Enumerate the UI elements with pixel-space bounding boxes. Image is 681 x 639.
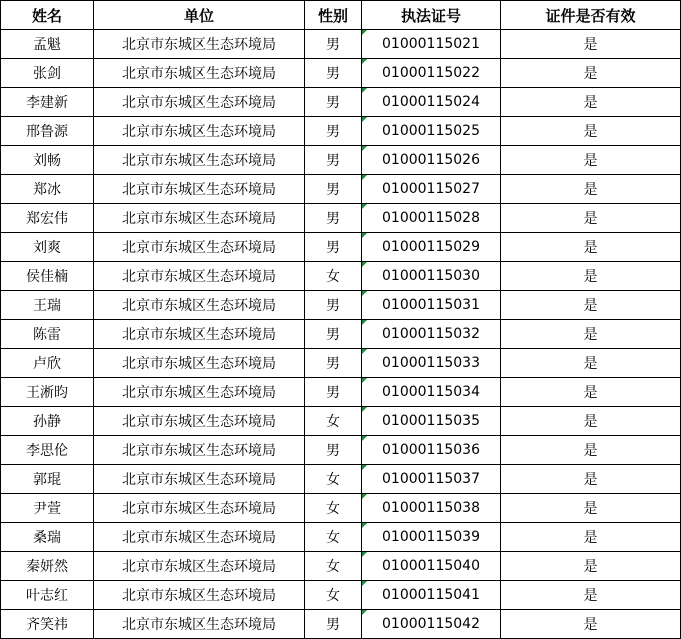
- cell-unit-text: 北京市东城区生态环境局: [122, 501, 276, 517]
- cell-valid-text: 是: [583, 414, 598, 430]
- cell-gender-text: 女: [326, 414, 340, 430]
- cell-name-text: 邢鲁源: [26, 124, 68, 140]
- cell-unit-text: 北京市东城区生态环境局: [122, 617, 276, 633]
- cell-name-text: 叶志红: [26, 588, 68, 604]
- cell-cert-no-text: 01000115037: [382, 471, 480, 487]
- cell-unit[interactable]: [94, 581, 305, 610]
- cell-gender[interactable]: [305, 117, 362, 146]
- cell-cert-no[interactable]: [362, 407, 501, 436]
- cell-gender-text: 女: [326, 501, 340, 517]
- table-row: [1, 523, 681, 552]
- table-row: [1, 175, 681, 204]
- table-row: [1, 552, 681, 581]
- table-row: [1, 436, 681, 465]
- cell-unit-text: 北京市东城区生态环境局: [122, 356, 276, 372]
- cell-name[interactable]: [1, 552, 94, 581]
- cell-unit[interactable]: [94, 610, 305, 639]
- cell-name-text: 李建新: [26, 95, 68, 111]
- cell-valid[interactable]: [501, 407, 681, 436]
- cell-name-text: 陈雷: [33, 327, 61, 343]
- cell-cert-no-text: 01000115026: [382, 152, 480, 168]
- table-row: [1, 88, 681, 117]
- cell-name[interactable]: [1, 610, 94, 639]
- cell-unit-text: 北京市东城区生态环境局: [122, 66, 276, 82]
- cell-unit-text: 北京市东城区生态环境局: [122, 559, 276, 575]
- cell-valid-text: 是: [583, 443, 598, 459]
- cell-name-text: 王瑞: [33, 298, 61, 314]
- cell-gender-text: 男: [326, 95, 340, 111]
- cell-unit[interactable]: [94, 494, 305, 523]
- cell-gender[interactable]: [305, 581, 362, 610]
- cell-valid[interactable]: [501, 320, 681, 349]
- cell-unit[interactable]: [94, 117, 305, 146]
- table-row: [1, 320, 681, 349]
- number-stored-as-text-indicator-icon: [362, 581, 367, 586]
- cell-valid[interactable]: [501, 523, 681, 552]
- cell-unit[interactable]: [94, 378, 305, 407]
- cell-cert-no-text: 01000115040: [382, 558, 480, 574]
- cell-cert-no[interactable]: [362, 175, 501, 204]
- cell-unit-text: 北京市东城区生态环境局: [122, 298, 276, 314]
- cell-valid[interactable]: [501, 204, 681, 233]
- cell-name[interactable]: [1, 175, 94, 204]
- cell-unit[interactable]: [94, 523, 305, 552]
- cell-gender-text: 男: [326, 443, 340, 459]
- cell-unit[interactable]: [94, 436, 305, 465]
- number-stored-as-text-indicator-icon: [362, 610, 367, 615]
- cell-unit-text: 北京市东城区生态环境局: [122, 95, 276, 111]
- cell-name[interactable]: [1, 30, 94, 59]
- cell-valid[interactable]: [501, 262, 681, 291]
- cell-name-text: 刘畅: [33, 153, 61, 169]
- number-stored-as-text-indicator-icon: [362, 465, 367, 470]
- cell-unit-text: 北京市东城区生态环境局: [122, 153, 276, 169]
- table-row: [1, 59, 681, 88]
- cell-name[interactable]: [1, 146, 94, 175]
- cell-valid-text: 是: [583, 530, 598, 546]
- cell-name-text: 王淅昀: [26, 385, 68, 401]
- cell-gender-text: 男: [326, 211, 340, 227]
- cell-cert-no-text: 01000115029: [382, 239, 480, 255]
- number-stored-as-text-indicator-icon: [362, 523, 367, 528]
- cell-cert-no[interactable]: [362, 204, 501, 233]
- cell-unit-text: 北京市东城区生态环境局: [122, 124, 276, 140]
- cell-unit[interactable]: [94, 175, 305, 204]
- number-stored-as-text-indicator-icon: [362, 88, 367, 93]
- cell-name[interactable]: [1, 117, 94, 146]
- cell-gender[interactable]: [305, 88, 362, 117]
- number-stored-as-text-indicator-icon: [362, 436, 367, 441]
- cell-unit-text: 北京市东城区生态环境局: [122, 414, 276, 430]
- cell-valid[interactable]: [501, 175, 681, 204]
- cell-gender[interactable]: [305, 552, 362, 581]
- cell-gender[interactable]: [305, 30, 362, 59]
- cell-unit[interactable]: [94, 146, 305, 175]
- cell-gender-text: 男: [326, 356, 340, 372]
- cell-valid-text: 是: [583, 37, 598, 53]
- cell-gender[interactable]: [305, 233, 362, 262]
- cell-gender[interactable]: [305, 59, 362, 88]
- cell-cert-no-text: 01000115024: [382, 94, 480, 110]
- table-row: [1, 291, 681, 320]
- cell-cert-no-text: 01000115036: [382, 442, 480, 458]
- cell-valid-text: 是: [583, 95, 598, 111]
- cell-valid-text: 是: [583, 559, 598, 575]
- cell-unit-text: 北京市东城区生态环境局: [122, 472, 276, 488]
- cell-gender-text: 女: [326, 530, 340, 546]
- header-gender[interactable]: 性别: [305, 1, 362, 30]
- header-name[interactable]: 姓名: [1, 1, 94, 30]
- cell-unit-text: 北京市东城区生态环境局: [122, 240, 276, 256]
- cell-valid[interactable]: [501, 117, 681, 146]
- cell-unit[interactable]: [94, 262, 305, 291]
- cell-unit-text: 北京市东城区生态环境局: [122, 588, 276, 604]
- cell-gender[interactable]: [305, 610, 362, 639]
- cell-valid-text: 是: [583, 501, 598, 517]
- cell-cert-no[interactable]: [362, 465, 501, 494]
- cell-name[interactable]: [1, 59, 94, 88]
- table-row: [1, 378, 681, 407]
- cell-unit[interactable]: [94, 349, 305, 378]
- table-row: [1, 465, 681, 494]
- cell-name-text: 秦妍然: [26, 559, 68, 575]
- table-row: [1, 204, 681, 233]
- number-stored-as-text-indicator-icon: [362, 59, 367, 64]
- cell-valid[interactable]: [501, 233, 681, 262]
- cell-valid[interactable]: [501, 552, 681, 581]
- cell-name-text: 郑宏伟: [26, 211, 68, 227]
- cell-gender-text: 男: [326, 617, 340, 633]
- cell-unit[interactable]: [94, 465, 305, 494]
- cell-name[interactable]: [1, 581, 94, 610]
- table-row: [1, 233, 681, 262]
- cell-name-text: 李思伦: [26, 443, 68, 459]
- cell-name-text: 齐笑祎: [26, 617, 68, 633]
- cell-cert-no-text: 01000115041: [382, 587, 480, 603]
- cell-valid-text: 是: [583, 269, 598, 285]
- cell-gender-text: 女: [326, 588, 340, 604]
- cell-unit[interactable]: [94, 30, 305, 59]
- cell-unit-text: 北京市东城区生态环境局: [122, 385, 276, 401]
- header-unit[interactable]: 单位: [94, 1, 305, 30]
- cell-gender[interactable]: [305, 262, 362, 291]
- cell-valid[interactable]: [501, 436, 681, 465]
- cell-valid-text: 是: [583, 211, 598, 227]
- cell-gender-text: 男: [326, 153, 340, 169]
- cell-unit[interactable]: [94, 88, 305, 117]
- table-row: [1, 146, 681, 175]
- cell-name-text: 刘爽: [33, 240, 61, 256]
- cell-cert-no-text: 01000115025: [382, 123, 480, 139]
- cell-unit-text: 北京市东城区生态环境局: [122, 211, 276, 227]
- cell-gender-text: 男: [326, 182, 340, 198]
- cell-cert-no-text: 01000115021: [382, 36, 480, 52]
- cell-cert-no-text: 01000115027: [382, 181, 480, 197]
- cell-unit[interactable]: [94, 291, 305, 320]
- cell-gender[interactable]: [305, 523, 362, 552]
- cell-cert-no[interactable]: [362, 494, 501, 523]
- cell-valid[interactable]: [501, 291, 681, 320]
- cell-name-text: 桑瑞: [33, 530, 61, 546]
- table-row: [1, 407, 681, 436]
- cell-cert-no[interactable]: [362, 552, 501, 581]
- cell-valid-text: 是: [583, 66, 598, 82]
- cell-valid-text: 是: [583, 182, 598, 198]
- header-cert-no[interactable]: 执法证号: [362, 1, 501, 30]
- cell-gender-text: 男: [326, 124, 340, 140]
- cell-name-text: 尹萱: [33, 501, 61, 517]
- cell-cert-no[interactable]: [362, 378, 501, 407]
- cell-gender-text: 男: [326, 37, 340, 53]
- cell-unit-text: 北京市东城区生态环境局: [122, 327, 276, 343]
- cell-valid-text: 是: [583, 472, 598, 488]
- cell-gender[interactable]: [305, 291, 362, 320]
- cell-name-text: 郭琨: [33, 472, 61, 488]
- cell-valid[interactable]: [501, 349, 681, 378]
- cell-gender[interactable]: [305, 175, 362, 204]
- header-valid[interactable]: 证件是否有效: [501, 1, 681, 30]
- cell-unit-text: 北京市东城区生态环境局: [122, 37, 276, 53]
- cell-gender[interactable]: [305, 494, 362, 523]
- number-stored-as-text-indicator-icon: [362, 262, 367, 267]
- cell-cert-no-text: 01000115032: [382, 326, 480, 342]
- table-row: [1, 610, 681, 639]
- cell-gender[interactable]: [305, 378, 362, 407]
- cell-gender[interactable]: [305, 407, 362, 436]
- cell-valid-text: 是: [583, 153, 598, 169]
- cell-gender-text: 男: [326, 385, 340, 401]
- cell-unit-text: 北京市东城区生态环境局: [122, 182, 276, 198]
- cell-gender-text: 男: [326, 327, 340, 343]
- cell-cert-no[interactable]: [362, 320, 501, 349]
- cell-gender-text: 女: [326, 559, 340, 575]
- cell-name[interactable]: [1, 436, 94, 465]
- cell-valid-text: 是: [583, 327, 598, 343]
- cell-name[interactable]: [1, 320, 94, 349]
- cell-cert-no-text: 01000115042: [382, 616, 480, 632]
- cell-cert-no-text: 01000115022: [382, 65, 480, 81]
- table-body: [1, 30, 681, 639]
- cell-gender-text: 女: [326, 472, 340, 488]
- cell-name[interactable]: [1, 407, 94, 436]
- cell-cert-no[interactable]: [362, 30, 501, 59]
- table-row: [1, 581, 681, 610]
- cell-cert-no[interactable]: [362, 610, 501, 639]
- cell-valid[interactable]: [501, 465, 681, 494]
- number-stored-as-text-indicator-icon: [362, 117, 367, 122]
- table-row: [1, 30, 681, 59]
- cell-valid[interactable]: [501, 610, 681, 639]
- number-stored-as-text-indicator-icon: [362, 233, 367, 238]
- cell-name-text: 郑冰: [33, 182, 61, 198]
- cell-name-text: 孙静: [33, 414, 61, 430]
- header-row: [1, 1, 681, 30]
- number-stored-as-text-indicator-icon: [362, 30, 367, 35]
- table-row: [1, 117, 681, 146]
- cell-valid-text: 是: [583, 356, 598, 372]
- cell-cert-no-text: 01000115028: [382, 210, 480, 226]
- cell-valid[interactable]: [501, 88, 681, 117]
- cell-cert-no[interactable]: [362, 117, 501, 146]
- cell-cert-no[interactable]: [362, 262, 501, 291]
- cell-valid[interactable]: [501, 581, 681, 610]
- cell-gender[interactable]: [305, 204, 362, 233]
- cell-cert-no-text: 01000115033: [382, 355, 480, 371]
- cell-name[interactable]: [1, 494, 94, 523]
- cell-name-text: 侯佳楠: [26, 269, 68, 285]
- cell-unit[interactable]: [94, 233, 305, 262]
- number-stored-as-text-indicator-icon: [362, 146, 367, 151]
- cell-cert-no[interactable]: [362, 88, 501, 117]
- cell-unit[interactable]: [94, 552, 305, 581]
- cell-gender[interactable]: [305, 349, 362, 378]
- cell-gender[interactable]: [305, 465, 362, 494]
- cell-unit[interactable]: [94, 59, 305, 88]
- cell-unit-text: 北京市东城区生态环境局: [122, 530, 276, 546]
- cell-valid[interactable]: [501, 378, 681, 407]
- cell-unit[interactable]: [94, 204, 305, 233]
- cell-cert-no[interactable]: [362, 581, 501, 610]
- cell-unit-text: 北京市东城区生态环境局: [122, 269, 276, 285]
- cell-name[interactable]: [1, 204, 94, 233]
- cell-cert-no[interactable]: [362, 291, 501, 320]
- cell-valid-text: 是: [583, 240, 598, 256]
- cell-gender[interactable]: [305, 436, 362, 465]
- cell-name-text: 孟魁: [33, 37, 61, 53]
- cell-gender-text: 男: [326, 66, 340, 82]
- cell-valid[interactable]: [501, 30, 681, 59]
- cell-cert-no-text: 01000115031: [382, 297, 480, 313]
- cell-cert-no-text: 01000115034: [382, 384, 480, 400]
- cell-name[interactable]: [1, 465, 94, 494]
- number-stored-as-text-indicator-icon: [362, 349, 367, 354]
- cell-cert-no-text: 01000115038: [382, 500, 480, 516]
- table-row: [1, 494, 681, 523]
- cell-name[interactable]: [1, 378, 94, 407]
- cell-gender[interactable]: [305, 146, 362, 175]
- cell-cert-no[interactable]: [362, 436, 501, 465]
- cell-valid-text: 是: [583, 617, 598, 633]
- cell-cert-no[interactable]: [362, 349, 501, 378]
- cell-valid[interactable]: [501, 494, 681, 523]
- cell-valid-text: 是: [583, 385, 598, 401]
- cell-gender-text: 女: [326, 269, 340, 285]
- cell-gender[interactable]: [305, 320, 362, 349]
- number-stored-as-text-indicator-icon: [362, 378, 367, 383]
- cell-cert-no-text: 01000115035: [382, 413, 480, 429]
- cell-cert-no[interactable]: [362, 233, 501, 262]
- table-row: [1, 262, 681, 291]
- number-stored-as-text-indicator-icon: [362, 407, 367, 412]
- number-stored-as-text-indicator-icon: [362, 204, 367, 209]
- cell-valid-text: 是: [583, 298, 598, 314]
- cell-cert-no[interactable]: [362, 146, 501, 175]
- cell-cert-no[interactable]: [362, 523, 501, 552]
- cell-gender-text: 男: [326, 240, 340, 256]
- cell-name[interactable]: [1, 291, 94, 320]
- number-stored-as-text-indicator-icon: [362, 320, 367, 325]
- cell-cert-no[interactable]: [362, 59, 501, 88]
- cell-valid[interactable]: [501, 146, 681, 175]
- cell-name[interactable]: [1, 349, 94, 378]
- cell-valid-text: 是: [583, 588, 598, 604]
- number-stored-as-text-indicator-icon: [362, 175, 367, 180]
- number-stored-as-text-indicator-icon: [362, 552, 367, 557]
- cell-gender-text: 男: [326, 298, 340, 314]
- number-stored-as-text-indicator-icon: [362, 291, 367, 296]
- cell-name-text: 张剑: [33, 66, 61, 82]
- cell-name[interactable]: [1, 523, 94, 552]
- number-stored-as-text-indicator-icon: [362, 494, 367, 499]
- cell-unit-text: 北京市东城区生态环境局: [122, 443, 276, 459]
- cell-valid-text: 是: [583, 124, 598, 140]
- cell-cert-no-text: 01000115039: [382, 529, 480, 545]
- cell-cert-no-text: 01000115030: [382, 268, 480, 284]
- cell-name[interactable]: [1, 262, 94, 291]
- cell-name[interactable]: [1, 233, 94, 262]
- cell-valid[interactable]: [501, 59, 681, 88]
- cell-unit[interactable]: [94, 407, 305, 436]
- cell-name-text: 卢欣: [33, 356, 61, 372]
- table-row: [1, 349, 681, 378]
- cell-unit[interactable]: [94, 320, 305, 349]
- cell-name[interactable]: [1, 88, 94, 117]
